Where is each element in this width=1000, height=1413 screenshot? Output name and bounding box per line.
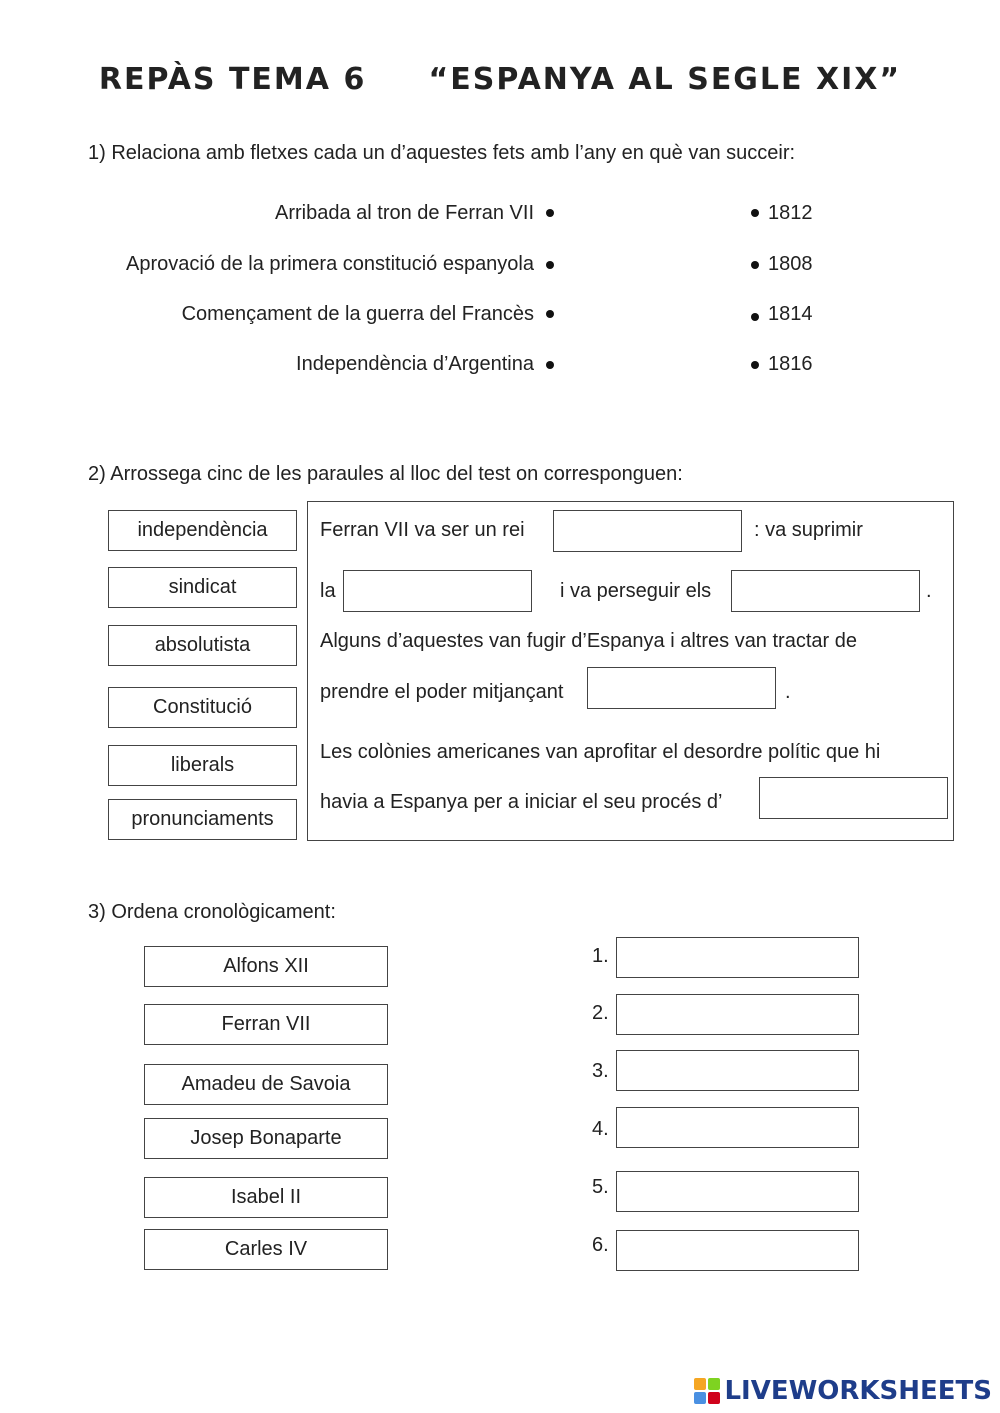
fact-item: Començament de la guerra del Francès xyxy=(181,303,534,325)
slot-number: 2. xyxy=(592,1002,609,1024)
text-line: Les colònies americanes van aprofitar el desordre polític que hi xyxy=(320,741,881,763)
text-line: prendre el poder mitjançant xyxy=(320,681,564,703)
slot-number: 6. xyxy=(592,1234,609,1256)
order-tile[interactable]: Isabel II xyxy=(144,1177,388,1218)
drop-target[interactable] xyxy=(343,570,532,612)
text-line: Alguns d’aquestes van fugir d’Espanya i altres van tractar de xyxy=(320,630,857,652)
logo-text: LIVEWORKSHEETS xyxy=(724,1376,992,1406)
year-item: 1814 xyxy=(768,303,813,325)
question-1-prompt: 1) Relaciona amb fletxes cada un d’aquestes fets amb l’any en què van succeir: xyxy=(88,142,796,164)
drop-target[interactable] xyxy=(553,510,742,552)
order-drop-target[interactable] xyxy=(616,1107,859,1148)
question-2-prompt: 2) Arrossega cinc de les paraules al lloc del test on corresponguen: xyxy=(88,463,683,485)
word-tile[interactable]: independència xyxy=(108,510,297,551)
slot-number: 4. xyxy=(592,1118,609,1140)
order-drop-target[interactable] xyxy=(616,1171,859,1212)
slot-number: 5. xyxy=(592,1176,609,1198)
liveworksheets-logo-icon xyxy=(694,1378,720,1404)
fact-item: Aprovació de la primera constitució espanyola xyxy=(126,253,534,275)
slot-number: 3. xyxy=(592,1060,609,1082)
liveworksheets-logo[interactable] xyxy=(694,1376,992,1406)
word-tile[interactable]: pronunciaments xyxy=(108,799,297,840)
year-connector-dot[interactable] xyxy=(751,209,759,217)
fact-item: Arribada al tron de Ferran VII xyxy=(274,202,534,224)
order-tile[interactable]: Ferran VII xyxy=(144,1004,388,1045)
fact-connector-dot[interactable] xyxy=(546,310,554,318)
fact-connector-dot[interactable] xyxy=(546,209,554,217)
word-tile[interactable]: liberals xyxy=(108,745,297,786)
text-line: i va perseguir els xyxy=(560,580,712,602)
year-connector-dot[interactable] xyxy=(751,261,759,269)
drop-target[interactable] xyxy=(731,570,920,612)
text-line: . xyxy=(785,681,791,703)
fact-connector-dot[interactable] xyxy=(546,261,554,269)
text-line: la xyxy=(320,580,336,602)
text-line: havia a Espanya per a iniciar el seu procés d’ xyxy=(320,791,723,813)
order-tile[interactable]: Amadeu de Savoia xyxy=(144,1064,388,1105)
text-line: : va suprimir xyxy=(754,519,863,541)
order-drop-target[interactable] xyxy=(616,994,859,1035)
year-item: 1808 xyxy=(768,253,813,275)
word-tile[interactable]: Constitució xyxy=(108,687,297,728)
order-drop-target[interactable] xyxy=(616,1050,859,1091)
slot-number: 1. xyxy=(592,945,609,967)
year-connector-dot[interactable] xyxy=(751,361,759,369)
fact-connector-dot[interactable] xyxy=(546,361,554,369)
order-tile[interactable]: Josep Bonaparte xyxy=(144,1118,388,1159)
drop-target[interactable] xyxy=(759,777,948,819)
drop-target[interactable] xyxy=(587,667,776,709)
text-line: Ferran VII va ser un rei xyxy=(320,519,525,541)
worksheet-title: REPÀS TEMA 6 “ESPANYA AL SEGLE XIX” xyxy=(98,62,902,97)
year-item: 1812 xyxy=(768,202,813,224)
order-tile[interactable]: Alfons XII xyxy=(144,946,388,987)
year-item: 1816 xyxy=(768,353,813,375)
fact-item: Independència d’Argentina xyxy=(296,353,534,375)
order-tile[interactable]: Carles IV xyxy=(144,1229,388,1270)
word-tile[interactable]: absolutista xyxy=(108,625,297,666)
word-tile[interactable]: sindicat xyxy=(108,567,297,608)
question-3-prompt: 3) Ordena cronològicament: xyxy=(88,901,336,923)
text-line: . xyxy=(926,580,932,602)
order-drop-target[interactable] xyxy=(616,937,859,978)
order-drop-target[interactable] xyxy=(616,1230,859,1271)
year-connector-dot[interactable] xyxy=(751,313,759,321)
